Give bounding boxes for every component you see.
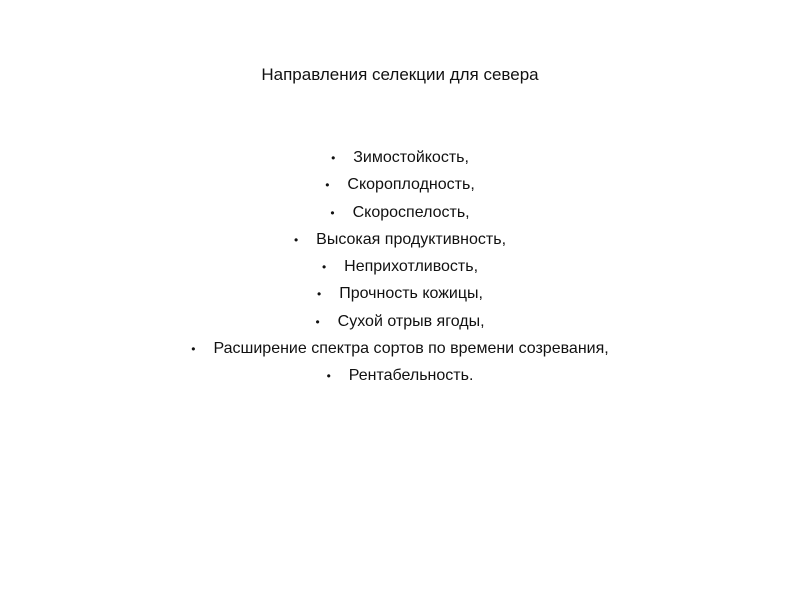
list-item-text: Рентабельность. <box>348 367 474 385</box>
bullet-icon: • <box>321 260 327 275</box>
list-item <box>0 171 800 198</box>
list-item-text: Неприхотливость, <box>344 258 479 276</box>
list-item <box>0 362 800 389</box>
slide-title: Направления селекции для севера <box>261 65 539 84</box>
bullet-list <box>0 144 800 390</box>
bullet-icon: • <box>317 287 322 302</box>
list-item-text: Скороплодность, <box>347 176 475 194</box>
bullet-icon: • <box>326 369 331 384</box>
bullet-icon: • <box>325 178 330 193</box>
list-item <box>0 280 800 307</box>
list-item <box>0 335 800 362</box>
bullet-icon: • <box>191 342 196 357</box>
list-item <box>0 199 800 226</box>
list-item-text: Зимостойкость, <box>353 149 469 166</box>
list-item-text: Высокая продуктивность, <box>316 230 507 248</box>
bullet-icon: • <box>331 151 336 165</box>
list-item <box>0 308 800 335</box>
bullet-icon: • <box>293 232 299 247</box>
list-item <box>0 144 800 171</box>
list-item-text: Расширение спектра сортов по времени созревания, <box>213 340 609 358</box>
bullet-icon: • <box>315 314 320 329</box>
bullet-icon: • <box>330 205 335 220</box>
list-item <box>0 226 800 253</box>
list-item-text: Прочность кожицы, <box>339 285 483 303</box>
list-item <box>0 253 800 280</box>
list-item-text: Скороспелость, <box>352 203 470 221</box>
list-item-text: Сухой отрыв ягоды, <box>337 312 485 330</box>
